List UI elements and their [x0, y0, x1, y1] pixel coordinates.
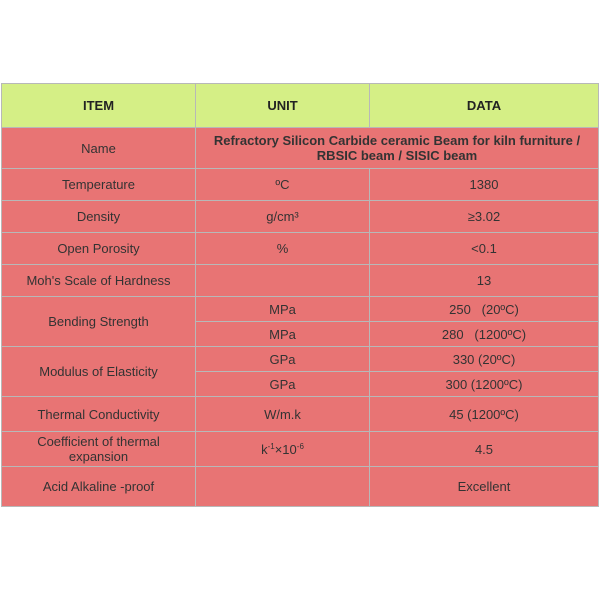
expansion-unit-sup-1: -1 — [267, 441, 275, 451]
density-unit: g/cm³ — [196, 201, 370, 233]
bending-value-2: 280 (1200ºC) — [370, 322, 599, 347]
table-row-conductivity — [2, 397, 599, 432]
temperature-label: Temperature — [2, 169, 196, 201]
modulus-unit-1: GPa — [196, 347, 370, 372]
table-row-expansion — [2, 432, 599, 467]
expansion-label: Coefficient of thermal expansion — [2, 432, 196, 467]
product-name: Refractory Silicon Carbide ceramic Beam for kiln furniture / RBSIC beam / SISIC beam — [196, 128, 599, 169]
acid-unit — [196, 467, 370, 507]
table-row-temperature — [2, 169, 599, 201]
properties-table-container — [1, 83, 598, 507]
expansion-unit — [196, 432, 370, 467]
acid-label: Acid Alkaline -proof — [2, 467, 196, 507]
bending-unit-1: MPa — [196, 297, 370, 322]
hardness-value: 13 — [370, 265, 599, 297]
modulus-value-2: 300 (1200ºC) — [370, 372, 599, 397]
density-value: ≥3.02 — [370, 201, 599, 233]
table-row-bending-1 — [2, 297, 599, 322]
acid-value: Excellent — [370, 467, 599, 507]
header-data: DATA — [370, 84, 599, 128]
name-label: Name — [2, 128, 196, 169]
table-row-name — [2, 128, 599, 169]
table-row-density — [2, 201, 599, 233]
table-row-modulus-1 — [2, 347, 599, 372]
table-row-hardness — [2, 265, 599, 297]
expansion-unit-sup-2: -6 — [296, 441, 304, 451]
bending-label: Bending Strength — [2, 297, 196, 347]
conductivity-label: Thermal Conductivity — [2, 397, 196, 432]
conductivity-unit: W/m.k — [196, 397, 370, 432]
expansion-value: 4.5 — [370, 432, 599, 467]
temperature-unit: ºC — [196, 169, 370, 201]
hardness-label: Moh's Scale of Hardness — [2, 265, 196, 297]
properties-table — [1, 83, 599, 507]
temperature-value: 1380 — [370, 169, 599, 201]
expansion-unit-mid: ×10 — [274, 441, 297, 457]
table-row-porosity — [2, 233, 599, 265]
bending-value-1: 250 (20ºC) — [370, 297, 599, 322]
porosity-unit: % — [196, 233, 370, 265]
modulus-value-1: 330 (20ºC) — [370, 347, 599, 372]
modulus-unit-2: GPa — [196, 372, 370, 397]
header-item: ITEM — [2, 84, 196, 128]
hardness-unit — [196, 265, 370, 297]
density-label: Density — [2, 201, 196, 233]
modulus-label: Modulus of Elasticity — [2, 347, 196, 397]
header-unit: UNIT — [196, 84, 370, 128]
conductivity-value: 45 (1200ºC) — [370, 397, 599, 432]
table-row-acid — [2, 467, 599, 507]
porosity-label: Open Porosity — [2, 233, 196, 265]
expansion-unit-base: k — [261, 441, 268, 457]
porosity-value: <0.1 — [370, 233, 599, 265]
header-row — [2, 84, 599, 128]
bending-unit-2: MPa — [196, 322, 370, 347]
